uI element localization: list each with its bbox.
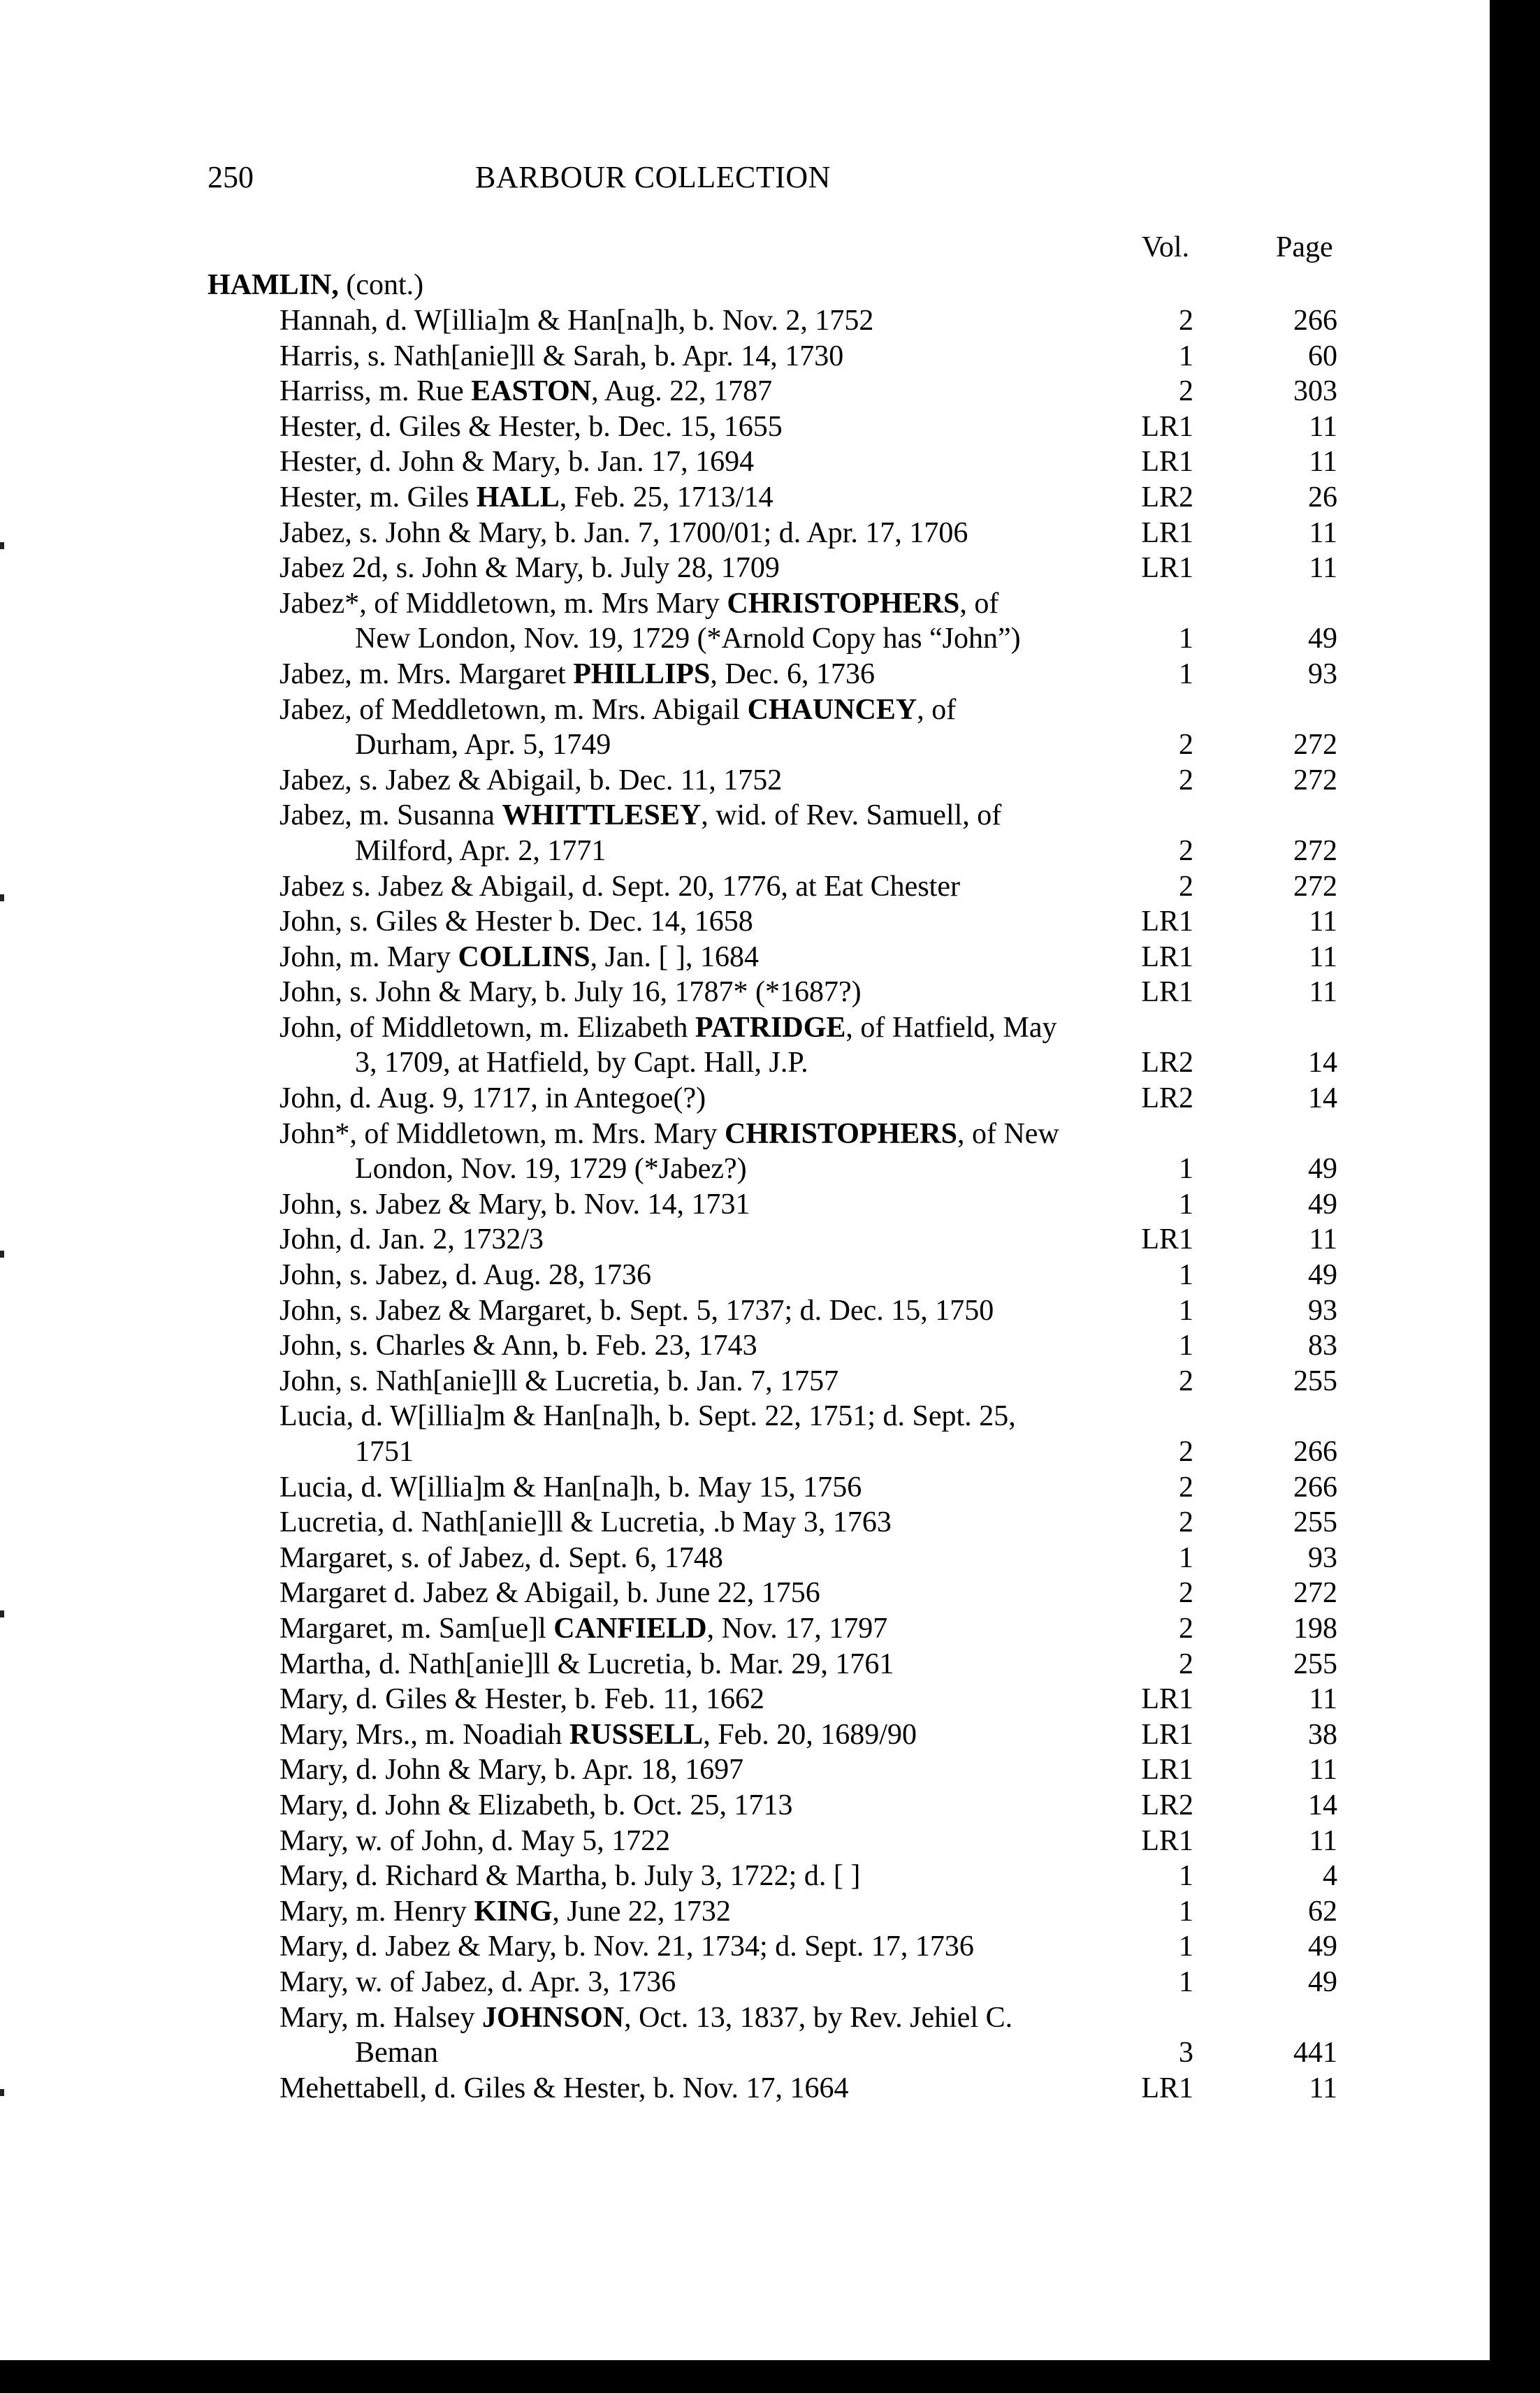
list-item — [0, 975, 1490, 1010]
entry-vol: LR1 — [1141, 2072, 1193, 2104]
entry-text — [279, 940, 1118, 975]
entry-text — [279, 1364, 1118, 1399]
list-item — [0, 339, 1490, 374]
entry-text-continuation — [279, 621, 1118, 657]
entry-page: 272 — [1293, 834, 1337, 867]
entry-page: 11 — [1309, 516, 1337, 549]
entry-text — [279, 1717, 1118, 1753]
entry-text-segment: John, d. Jan. 2, 1732/3 — [279, 1223, 544, 1256]
entry-text-segment: John, m. Mary — [279, 940, 458, 973]
list-item — [0, 1505, 1490, 1541]
entry-text-segment: Hannah, d. W[illia]m & Han[na]h, b. Nov. 2, 1752 — [279, 305, 874, 337]
entry-text-segment: John, s. Charles & Ann, b. Feb. 23, 1743 — [279, 1330, 757, 1362]
entry-text-segment: New London, Nov. 19, 1729 (*Arnold Copy has “John”) — [355, 623, 1021, 655]
entry-vol: 2 — [1179, 1577, 1193, 1610]
entry-page: 11 — [1309, 446, 1337, 479]
entry-vol: 1 — [1179, 1965, 1193, 1998]
list-item — [0, 1117, 1490, 1187]
entry-text — [279, 1187, 1118, 1223]
list-item — [0, 1399, 1490, 1469]
entry-text-segment: John, s. Jabez & Mary, b. Nov. 14, 1731 — [279, 1188, 750, 1221]
list-item — [0, 480, 1490, 516]
entry-text-segment: Jabez, s. John & Mary, b. Jan. 7, 1700/01; d. Apr. 17, 1706 — [279, 516, 968, 549]
entry-vol: 1 — [1179, 340, 1193, 372]
entry-text-segment: Hester, d. John & Mary, b. Jan. 17, 1694 — [279, 446, 755, 479]
entry-vol: LR1 — [1141, 940, 1193, 973]
entry-surname: COLLINS — [458, 940, 590, 973]
entry-text — [279, 2000, 1118, 2071]
entry-text-segment: Margaret, m. Sam[ue]l — [279, 1612, 554, 1645]
entry-text — [279, 1258, 1118, 1293]
entry-page: 49 — [1308, 1188, 1337, 1221]
list-item — [0, 2071, 1490, 2107]
entry-text-segment: Mary, m. Halsey — [279, 2001, 483, 2034]
entry-vol: 2 — [1179, 1612, 1193, 1645]
entry-text — [279, 374, 1118, 409]
entry-vol: LR2 — [1141, 1789, 1193, 1821]
entry-text-segment: Jabez, m. Mrs. Margaret — [279, 657, 574, 690]
list-item — [0, 1965, 1490, 2000]
entry-text-segment: London, Nov. 19, 1729 (*Jabez?) — [355, 1153, 747, 1186]
entry-page: 266 — [1293, 1471, 1337, 1504]
list-item — [0, 1824, 1490, 1859]
entry-page: 49 — [1308, 1965, 1337, 1998]
entry-text-segment: Beman — [355, 2037, 438, 2070]
entry-surname: EASTON — [471, 375, 592, 408]
entry-text-segment: Hester, m. Giles — [279, 481, 477, 514]
entry-vol: 2 — [1179, 764, 1193, 797]
entry-text-segment: , of — [959, 587, 999, 620]
page-number: 250 — [208, 160, 254, 194]
entry-page: 272 — [1293, 870, 1337, 903]
entry-page: 11 — [1309, 905, 1337, 938]
entry-text — [279, 763, 1118, 799]
entry-text — [279, 1647, 1118, 1682]
entry-text-segment: Margaret, s. of Jabez, d. Sept. 6, 1748 — [279, 1541, 723, 1574]
entry-page: 255 — [1293, 1648, 1337, 1680]
entry-text-segment: John, s. Giles & Hester b. Dec. 14, 1658 — [279, 905, 753, 938]
entry-text — [279, 904, 1118, 940]
entry-page: 14 — [1308, 1047, 1337, 1079]
entry-vol: 2 — [1179, 305, 1193, 337]
list-item — [0, 869, 1490, 905]
list-item — [0, 1364, 1490, 1399]
entry-surname: WHITTLESEY — [502, 799, 702, 832]
entry-text — [279, 1965, 1118, 2000]
entry-text-continuation — [279, 834, 1118, 869]
entry-vol: LR1 — [1141, 410, 1193, 443]
entry-text-segment: Milford, Apr. 2, 1771 — [355, 834, 606, 867]
entry-page: 11 — [1309, 1223, 1337, 1256]
entry-text-continuation — [279, 1045, 1118, 1081]
list-item — [0, 1010, 1490, 1081]
entry-vol: LR1 — [1141, 976, 1193, 1009]
entry-text-segment: Jabez*, of Middletown, m. Mrs Mary — [279, 587, 727, 620]
entry-page: 272 — [1293, 729, 1337, 762]
entry-surname: CANFIELD — [553, 1612, 707, 1645]
entry-text-segment: Jabez, s. Jabez & Abigail, b. Dec. 11, 1752 — [279, 764, 783, 797]
list-item — [0, 551, 1490, 586]
entry-vol: LR2 — [1141, 1047, 1193, 1079]
entry-text — [279, 2071, 1118, 2107]
entry-text-segment: Mary, m. Henry — [279, 1895, 474, 1928]
entry-page: 49 — [1308, 623, 1337, 655]
entry-vol: 1 — [1179, 1541, 1193, 1574]
entry-text-segment: Mary, w. of Jabez, d. Apr. 3, 1736 — [279, 1965, 676, 1998]
entry-text — [279, 1859, 1118, 1894]
list-item — [0, 1682, 1490, 1717]
list-item — [0, 1929, 1490, 1965]
entry-page: 266 — [1293, 1436, 1337, 1468]
entry-text — [279, 586, 1118, 657]
entry-text-segment: John, of Middletown, m. Elizabeth — [279, 1011, 695, 1044]
entry-vol: 1 — [1179, 1330, 1193, 1362]
entry-text-segment: , of — [917, 693, 957, 726]
entry-text-segment: Mary, w. of John, d. May 5, 1722 — [279, 1824, 671, 1857]
entry-text — [279, 1293, 1118, 1329]
entry-text-segment: John, s. John & Mary, b. July 16, 1787* (*1687?) — [279, 976, 862, 1009]
entry-text-segment: John, s. Jabez & Margaret, b. Sept. 5, 1737; d. Dec. 15, 1750 — [279, 1294, 994, 1327]
entry-vol: LR1 — [1141, 1824, 1193, 1857]
entry-surname: JOHNSON — [482, 2001, 625, 2034]
entry-page: 11 — [1309, 1683, 1337, 1716]
entry-page: 93 — [1308, 1294, 1337, 1327]
list-item — [0, 1222, 1490, 1258]
entry-page: 272 — [1293, 764, 1337, 797]
entry-text-segment: Martha, d. Nath[anie]ll & Lucretia, b. Mar. 29, 1761 — [279, 1648, 894, 1680]
entry-text — [279, 1929, 1118, 1965]
entry-text-continuation — [279, 1151, 1118, 1187]
entry-vol: 1 — [1179, 1188, 1193, 1221]
entry-vol: LR1 — [1141, 1754, 1193, 1787]
entry-text-segment: Lucretia, d. Nath[anie]ll & Lucretia, .b May 3, 1763 — [279, 1506, 892, 1539]
entry-page: 38 — [1308, 1718, 1337, 1751]
entry-text-segment: Margaret d. Jabez & Abigail, b. June 22, 1756 — [279, 1577, 820, 1610]
entry-surname: KING — [474, 1895, 553, 1928]
entry-text-segment: Lucia, d. W[illia]m & Han[na]h, b. Sept. 22, 1751; d. Sept. 25, — [279, 1400, 1016, 1433]
entry-page: 62 — [1308, 1895, 1337, 1928]
entry-surname: CHRISTOPHERS — [724, 1117, 957, 1150]
list-item — [0, 1187, 1490, 1223]
entry-vol: 1 — [1179, 1860, 1193, 1893]
column-header-page: Page — [1276, 231, 1333, 263]
entry-text-segment: , Oct. 13, 1837, by Rev. Jehiel C. — [624, 2001, 1013, 2034]
entry-text — [279, 1611, 1118, 1647]
surname-suffix: (cont.) — [346, 269, 424, 301]
list-item — [0, 1717, 1490, 1753]
entry-text-segment: Hester, d. Giles & Hester, b. Dec. 15, 1655 — [279, 410, 783, 443]
entry-text-segment: 3, 1709, at Hatfield, by Capt. Hall, J.P. — [355, 1047, 808, 1079]
entry-text — [279, 1399, 1118, 1469]
entry-text-segment: , Dec. 6, 1736 — [710, 657, 875, 690]
column-header-vol: Vol. — [1142, 231, 1190, 263]
page-title: BARBOUR COLLECTION — [475, 160, 831, 194]
entry-text-segment: Jabez, of Meddletown, m. Mrs. Abigail — [279, 693, 748, 726]
list-item — [0, 763, 1490, 799]
entry-page: 198 — [1293, 1612, 1337, 1645]
entry-text — [279, 975, 1118, 1010]
list-item — [0, 1470, 1490, 1506]
entry-page: 11 — [1309, 976, 1337, 1009]
entry-surname: RUSSELL — [569, 1718, 704, 1751]
surname-heading — [208, 268, 423, 302]
list-item — [0, 904, 1490, 940]
entry-text-continuation — [279, 727, 1118, 763]
entry-surname: PATRIDGE — [695, 1011, 846, 1044]
entry-page: 11 — [1309, 940, 1337, 973]
entry-text — [279, 516, 1118, 551]
entry-text-segment: John, s. Nath[anie]ll & Lucretia, b. Jan. 7, 1757 — [279, 1365, 839, 1397]
entry-vol: LR2 — [1141, 481, 1193, 514]
list-item — [0, 444, 1490, 480]
entry-text-segment: Mehettabell, d. Giles & Hester, b. Nov. 17, 1664 — [279, 2072, 849, 2104]
list-item — [0, 940, 1490, 975]
entry-page: 14 — [1308, 1789, 1337, 1821]
entry-text — [279, 1010, 1118, 1081]
entry-text — [279, 869, 1118, 905]
entry-vol: 1 — [1179, 1930, 1193, 1963]
entry-text — [279, 798, 1118, 868]
entry-text-segment: , Feb. 20, 1689/90 — [703, 1718, 917, 1751]
entry-page: 93 — [1308, 1541, 1337, 1574]
list-item — [0, 303, 1490, 339]
entry-page: 14 — [1308, 1082, 1337, 1115]
list-item — [0, 1258, 1490, 1293]
surname-name: HAMLIN, — [208, 269, 339, 301]
entry-text — [279, 1541, 1118, 1576]
entry-text-segment: , wid. of Rev. Samuell, of — [701, 799, 1002, 832]
entry-text-segment: , Jan. [ ], 1684 — [590, 940, 760, 973]
entry-page: 272 — [1293, 1577, 1337, 1610]
entry-text — [279, 551, 1118, 586]
entry-text — [279, 1470, 1118, 1506]
entry-text-segment: , of Hatfield, May — [845, 1011, 1057, 1044]
entry-page: 11 — [1309, 1754, 1337, 1787]
list-item — [0, 1752, 1490, 1788]
entry-vol: 2 — [1179, 729, 1193, 762]
entry-page: 441 — [1293, 2037, 1337, 2070]
entry-page: 11 — [1309, 552, 1337, 585]
entry-page: 49 — [1308, 1153, 1337, 1186]
list-item — [0, 409, 1490, 445]
entry-text-segment: Jabez s. Jabez & Abigail, d. Sept. 20, 1776, at Eat Chester — [279, 870, 960, 903]
entry-text-segment: Mary, d. John & Mary, b. Apr. 18, 1697 — [279, 1754, 744, 1787]
entry-text-continuation — [279, 2035, 1118, 2071]
list-item — [0, 1788, 1490, 1824]
list-item — [0, 1647, 1490, 1682]
entry-surname: CHRISTOPHERS — [727, 587, 960, 620]
entry-text-segment: Jabez, m. Susanna — [279, 799, 502, 832]
entry-vol: 2 — [1179, 870, 1193, 903]
entry-text — [279, 1824, 1118, 1859]
entry-vol: 2 — [1179, 1365, 1193, 1397]
entry-list — [0, 303, 1490, 2106]
list-item — [0, 1611, 1490, 1647]
entry-text-segment: Harris, s. Nath[anie]ll & Sarah, b. Apr. 14, 1730 — [279, 340, 844, 372]
entry-text — [279, 1222, 1118, 1258]
entry-page: 49 — [1308, 1259, 1337, 1292]
entry-vol: LR1 — [1141, 905, 1193, 938]
entry-text — [279, 1576, 1118, 1611]
entry-text — [279, 339, 1118, 374]
entry-text-segment: , June 22, 1732 — [552, 1895, 731, 1928]
entry-text — [279, 1788, 1118, 1824]
entry-vol: 1 — [1179, 657, 1193, 690]
entry-surname: HALL — [476, 481, 560, 514]
entry-page: 11 — [1309, 2072, 1337, 2104]
list-item — [0, 1293, 1490, 1329]
list-item — [0, 2000, 1490, 2071]
list-item — [0, 374, 1490, 409]
list-item — [0, 1541, 1490, 1576]
entry-text — [279, 1081, 1118, 1117]
entry-text-segment: , Nov. 17, 1797 — [706, 1612, 888, 1645]
entry-text-continuation — [279, 1434, 1118, 1470]
list-item — [0, 1894, 1490, 1930]
entry-text — [279, 303, 1118, 339]
entry-text-segment: John, s. Jabez, d. Aug. 28, 1736 — [279, 1259, 651, 1292]
entry-page: 83 — [1308, 1330, 1337, 1362]
entry-text — [279, 1894, 1118, 1930]
entry-vol: 2 — [1179, 1648, 1193, 1680]
entry-text — [279, 444, 1118, 480]
entry-text-segment: 1751 — [355, 1436, 414, 1468]
entry-vol: 2 — [1179, 834, 1193, 867]
entry-text-segment: , Aug. 22, 1787 — [591, 375, 773, 408]
entry-text — [279, 1682, 1118, 1717]
entry-text — [279, 692, 1118, 763]
entry-text-segment: , of New — [957, 1117, 1059, 1150]
list-item — [0, 1576, 1490, 1611]
entry-page: 303 — [1293, 375, 1337, 408]
entry-vol: LR1 — [1141, 552, 1193, 585]
entry-page: 60 — [1308, 340, 1337, 372]
list-item — [0, 1859, 1490, 1894]
list-item — [0, 692, 1490, 763]
entry-text-segment: John*, of Middletown, m. Mrs. Mary — [279, 1117, 725, 1150]
entry-vol: 1 — [1179, 1895, 1193, 1928]
list-item — [0, 798, 1490, 868]
entry-text — [279, 657, 1118, 692]
entry-vol: 2 — [1179, 1506, 1193, 1539]
list-item — [0, 1081, 1490, 1117]
entry-vol: 2 — [1179, 1471, 1193, 1504]
entry-vol: LR1 — [1141, 1683, 1193, 1716]
entry-vol: LR1 — [1141, 446, 1193, 479]
entry-text-segment: Harriss, m. Rue — [279, 375, 472, 408]
list-item — [0, 586, 1490, 657]
list-item — [0, 657, 1490, 692]
entry-page: 11 — [1309, 1824, 1337, 1857]
entry-text-segment: Jabez 2d, s. John & Mary, b. July 28, 1709 — [279, 552, 780, 585]
entry-text-segment: John, d. Aug. 9, 1717, in Antegoe(?) — [279, 1082, 706, 1115]
entry-vol: 1 — [1179, 1153, 1193, 1186]
entry-vol: 2 — [1179, 375, 1193, 408]
entry-page: 93 — [1308, 657, 1337, 690]
entry-page: 49 — [1308, 1930, 1337, 1963]
entry-page: 26 — [1308, 481, 1337, 514]
entry-page: 266 — [1293, 305, 1337, 337]
list-item — [0, 516, 1490, 551]
entry-vol: 1 — [1179, 1259, 1193, 1292]
entry-vol: 1 — [1179, 1294, 1193, 1327]
entry-text — [279, 1752, 1118, 1788]
entry-text-segment: Mary, d. Giles & Hester, b. Feb. 11, 1662 — [279, 1683, 764, 1716]
entry-text-segment: , Feb. 25, 1713/14 — [559, 481, 773, 514]
entry-text — [279, 1328, 1118, 1364]
entry-vol: 2 — [1179, 1436, 1193, 1468]
entry-page: 255 — [1293, 1506, 1337, 1539]
entry-text — [279, 1117, 1118, 1187]
entry-vol: LR1 — [1141, 1223, 1193, 1256]
entry-text — [279, 409, 1118, 445]
entry-text-segment: Lucia, d. W[illia]m & Han[na]h, b. May 15, 1756 — [279, 1471, 862, 1504]
entry-vol: LR1 — [1141, 516, 1193, 549]
entry-text-segment: Mary, Mrs., m. Noadiah — [279, 1718, 569, 1751]
list-item — [0, 1328, 1490, 1364]
entry-text-segment: Mary, d. John & Elizabeth, b. Oct. 25, 1713 — [279, 1789, 793, 1821]
entry-vol: LR1 — [1141, 1718, 1193, 1751]
entry-surname: CHAUNCEY — [747, 693, 917, 726]
entry-vol: 1 — [1179, 623, 1193, 655]
entry-text — [279, 480, 1118, 516]
entry-page: 11 — [1309, 410, 1337, 443]
entry-page: 4 — [1323, 1860, 1337, 1893]
entry-text-segment: Mary, d. Richard & Martha, b. July 3, 1722; d. [ ] — [279, 1860, 861, 1893]
entry-surname: PHILLIPS — [573, 657, 711, 690]
entry-page: 255 — [1293, 1365, 1337, 1397]
entry-text-segment: Mary, d. Jabez & Mary, b. Nov. 21, 1734; d. Sept. 17, 1736 — [279, 1930, 974, 1963]
entry-vol: 3 — [1179, 2037, 1193, 2070]
entry-text-segment: Durham, Apr. 5, 1749 — [355, 729, 611, 762]
entry-text — [279, 1505, 1118, 1541]
entry-vol: LR2 — [1141, 1082, 1193, 1115]
